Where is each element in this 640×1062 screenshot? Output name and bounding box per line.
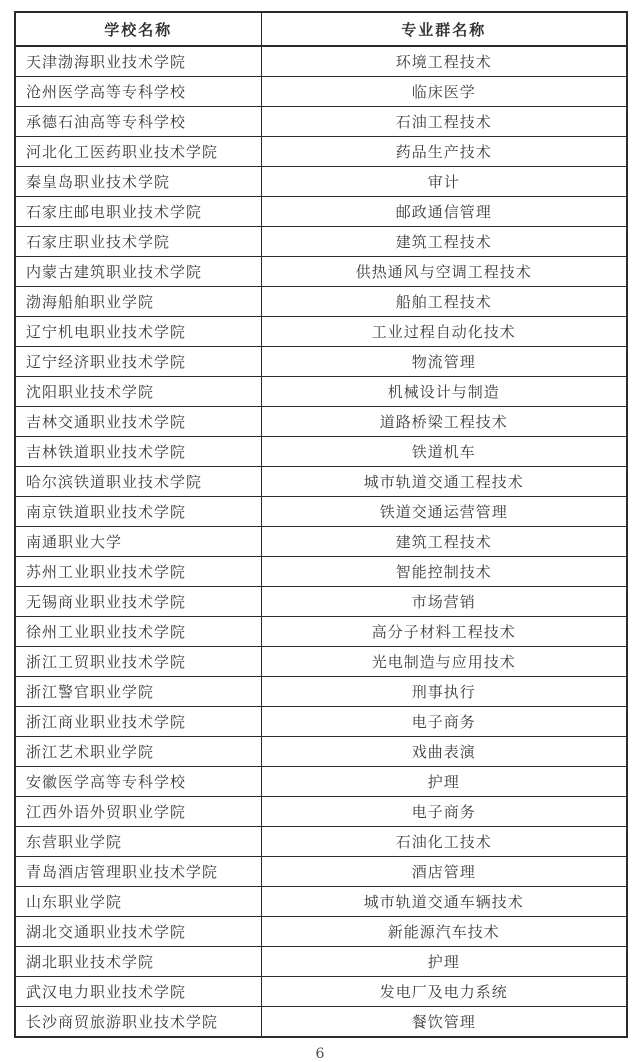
table-row <box>15 647 627 677</box>
table-row <box>15 737 627 767</box>
major-group-cell: 石油化工技术 <box>261 827 627 857</box>
table-row <box>15 317 627 347</box>
school-major-group-table <box>14 11 628 1038</box>
table-row <box>15 137 627 167</box>
major-group-cell: 新能源汽车技术 <box>261 917 627 947</box>
table-row <box>15 287 627 317</box>
major-group-cell: 铁道交通运营管理 <box>261 497 627 527</box>
major-group-cell: 高分子材料工程技术 <box>261 617 627 647</box>
major-group-cell: 刑事执行 <box>261 677 627 707</box>
school-name-cell: 秦皇岛职业技术学院 <box>15 167 261 197</box>
major-group-cell: 电子商务 <box>261 797 627 827</box>
header-row <box>15 12 627 46</box>
table-header <box>15 12 627 46</box>
school-name-cell: 浙江商业职业技术学院 <box>15 707 261 737</box>
page-number: 6 <box>315 1046 325 1062</box>
school-name-cell: 南京铁道职业技术学院 <box>15 497 261 527</box>
school-name-cell: 湖北交通职业技术学院 <box>15 917 261 947</box>
school-name-cell: 渤海船舶职业学院 <box>15 287 261 317</box>
school-name-cell: 安徽医学高等专科学校 <box>15 767 261 797</box>
school-name-cell: 湖北职业技术学院 <box>15 947 261 977</box>
major-group-cell: 光电制造与应用技术 <box>261 647 627 677</box>
school-name-cell: 吉林铁道职业技术学院 <box>15 437 261 467</box>
school-name-cell: 内蒙古建筑职业技术学院 <box>15 257 261 287</box>
table-row <box>15 557 627 587</box>
table-row <box>15 347 627 377</box>
school-name-cell: 辽宁经济职业技术学院 <box>15 347 261 377</box>
major-group-cell: 智能控制技术 <box>261 557 627 587</box>
school-name-cell: 承德石油高等专科学校 <box>15 107 261 137</box>
major-group-cell: 石油工程技术 <box>261 107 627 137</box>
major-group-cell: 工业过程自动化技术 <box>261 317 627 347</box>
school-name-cell: 南通职业大学 <box>15 527 261 557</box>
table-row <box>15 587 627 617</box>
school-name-cell: 吉林交通职业技术学院 <box>15 407 261 437</box>
table-row <box>15 977 627 1007</box>
header-school-name: 学校名称 <box>15 12 261 46</box>
major-group-cell: 环境工程技术 <box>261 46 627 77</box>
school-name-cell: 武汉电力职业技术学院 <box>15 977 261 1007</box>
table-row <box>15 617 627 647</box>
major-group-cell: 市场营销 <box>261 587 627 617</box>
table-row <box>15 797 627 827</box>
table-row <box>15 947 627 977</box>
major-group-cell: 药品生产技术 <box>261 137 627 167</box>
school-name-cell: 辽宁机电职业技术学院 <box>15 317 261 347</box>
school-name-cell: 山东职业学院 <box>15 887 261 917</box>
table-row <box>15 707 627 737</box>
table-row <box>15 227 627 257</box>
table-row <box>15 197 627 227</box>
major-group-cell: 酒店管理 <box>261 857 627 887</box>
table-row <box>15 167 627 197</box>
table-row <box>15 77 627 107</box>
table-row <box>15 527 627 557</box>
table-row <box>15 917 627 947</box>
table-row <box>15 857 627 887</box>
table-row <box>15 497 627 527</box>
table-row <box>15 437 627 467</box>
major-group-cell: 机械设计与制造 <box>261 377 627 407</box>
major-group-cell: 铁道机车 <box>261 437 627 467</box>
school-name-cell: 徐州工业职业技术学院 <box>15 617 261 647</box>
school-name-cell: 天津渤海职业技术学院 <box>15 46 261 77</box>
major-group-cell: 城市轨道交通车辆技术 <box>261 887 627 917</box>
table-row <box>15 677 627 707</box>
school-name-cell: 浙江工贸职业技术学院 <box>15 647 261 677</box>
major-group-cell: 邮政通信管理 <box>261 197 627 227</box>
table-row <box>15 1007 627 1038</box>
table-row <box>15 767 627 797</box>
school-name-cell: 哈尔滨铁道职业技术学院 <box>15 467 261 497</box>
school-name-cell: 东营职业学院 <box>15 827 261 857</box>
table-row <box>15 107 627 137</box>
table-row <box>15 887 627 917</box>
school-name-cell: 青岛酒店管理职业技术学院 <box>15 857 261 887</box>
major-group-cell: 建筑工程技术 <box>261 527 627 557</box>
major-group-cell: 建筑工程技术 <box>261 227 627 257</box>
school-name-cell: 沈阳职业技术学院 <box>15 377 261 407</box>
table-row <box>15 257 627 287</box>
school-name-cell: 长沙商贸旅游职业技术学院 <box>15 1007 261 1038</box>
major-group-cell: 护理 <box>261 947 627 977</box>
major-group-cell: 审计 <box>261 167 627 197</box>
table-row <box>15 827 627 857</box>
school-name-cell: 浙江艺术职业学院 <box>15 737 261 767</box>
major-group-cell: 物流管理 <box>261 347 627 377</box>
table-row <box>15 46 627 77</box>
school-name-cell: 江西外语外贸职业学院 <box>15 797 261 827</box>
major-group-cell: 船舶工程技术 <box>261 287 627 317</box>
major-group-cell: 供热通风与空调工程技术 <box>261 257 627 287</box>
school-name-cell: 沧州医学高等专科学校 <box>15 77 261 107</box>
major-group-cell: 戏曲表演 <box>261 737 627 767</box>
table-row <box>15 467 627 497</box>
school-name-cell: 无锡商业职业技术学院 <box>15 587 261 617</box>
major-group-cell: 餐饮管理 <box>261 1007 627 1038</box>
major-group-cell: 发电厂及电力系统 <box>261 977 627 1007</box>
major-group-cell: 护理 <box>261 767 627 797</box>
major-group-cell: 临床医学 <box>261 77 627 107</box>
header-major-group-name: 专业群名称 <box>261 12 627 46</box>
major-group-cell: 电子商务 <box>261 707 627 737</box>
table-body <box>15 46 627 1037</box>
school-name-cell: 苏州工业职业技术学院 <box>15 557 261 587</box>
school-name-cell: 石家庄邮电职业技术学院 <box>15 197 261 227</box>
school-name-cell: 浙江警官职业学院 <box>15 677 261 707</box>
school-name-cell: 河北化工医药职业技术学院 <box>15 137 261 167</box>
major-group-cell: 城市轨道交通工程技术 <box>261 467 627 497</box>
major-group-cell: 道路桥梁工程技术 <box>261 407 627 437</box>
school-name-cell: 石家庄职业技术学院 <box>15 227 261 257</box>
table-row <box>15 377 627 407</box>
table-row <box>15 407 627 437</box>
